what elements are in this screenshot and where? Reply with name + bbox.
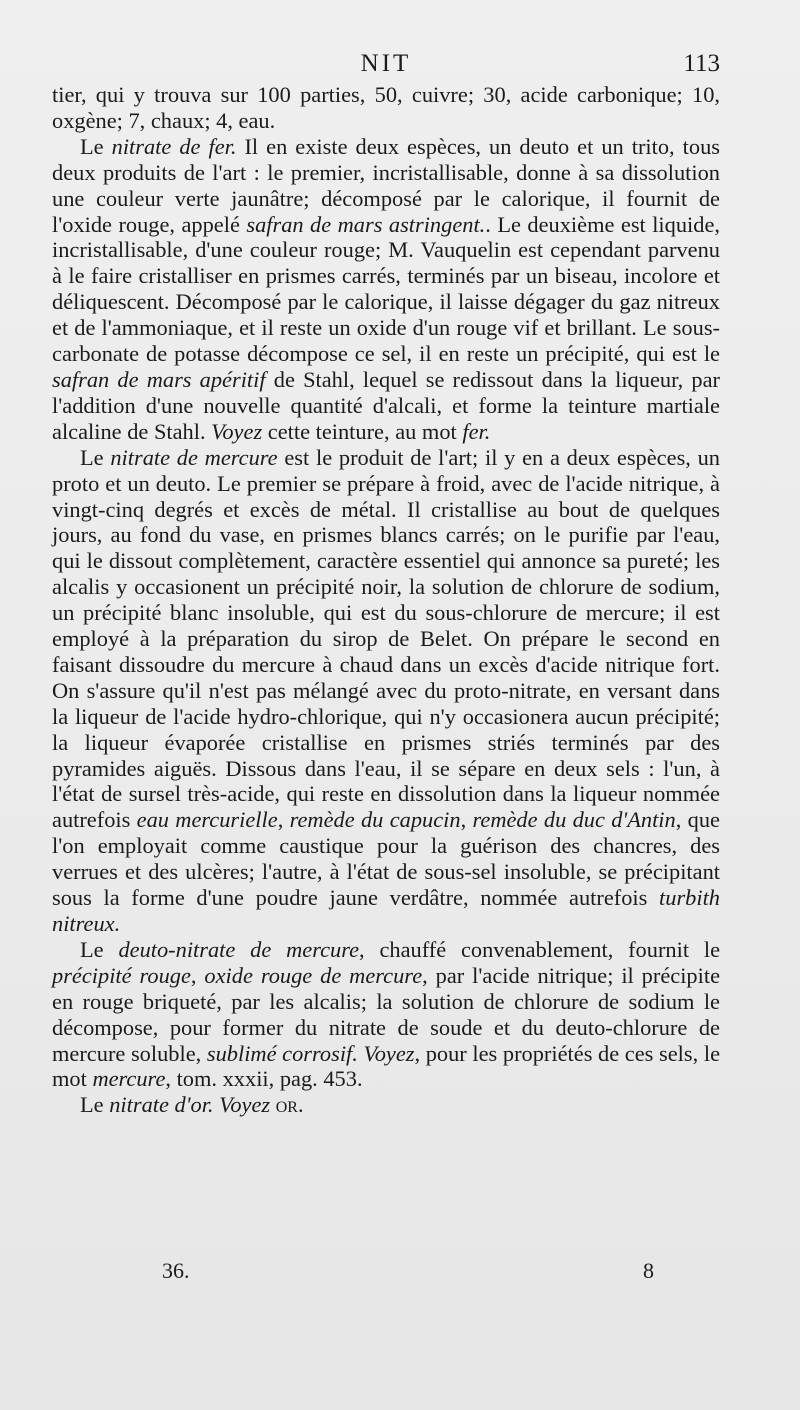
text-run: est le produit de l'art; il y en a deux espèces, un proto et un deuto. Le premier se prépare à froid, avec de l'acide nitrique, à vingt-cinq degrés et excès de métal. Il cristallise au bout de quelques jours, au fond du vase, en prismes blancs carrés; on le purifie par l'eau, qui le dissout complètement, caractère essentiel qui annonce sa pureté; les alcalis y occasionent un précipité noir, la solution de chlorure de sodium, un précipité blanc insoluble, qui est du sous-chlorure de mercure; il est employé à la préparation du sirop de Belet. On prépare le second en faisant dissoudre du mercure à chaud dans un excès d'acide nitrique fort. On s'assure qu'il n'est pas mélangé avec du proto-nitrate, en versant dans la liqueur de l'acide hydro-chlorique, qui n'y occasionera aucun précipité; la liqueur évaporée cristallise en prismes striés terminés par des pyramides aiguës. Dissous dans l'eau, il se sépare en deux sels : l'un, à l'état de sursel très-acide, qui reste en dissolution dans la liqueur nommée autrefois bbox=[52, 444, 721, 833]
text-run: Le bbox=[80, 1092, 110, 1118]
text-run: nitrate de mercure bbox=[110, 444, 278, 470]
text-run: , bbox=[277, 807, 290, 833]
text-run: nitrate d'or. bbox=[109, 1092, 214, 1118]
text-run: Le bbox=[80, 133, 112, 159]
paragraph-nitrate-de-fer bbox=[52, 134, 720, 445]
text-run: safran de mars apéritif bbox=[52, 366, 266, 392]
text-run: fer. bbox=[462, 418, 491, 444]
text-run: eau mercurielle bbox=[136, 807, 278, 833]
text-run: , bbox=[460, 807, 473, 833]
page-header bbox=[52, 50, 720, 80]
body-text bbox=[52, 82, 720, 1118]
text-run: Il en existe deux espèces, un deuto et un trito, tous deux produits de l'art : le premier, incristallisable, donne à sa dissolution une couleur verte jaunâtre; décomposé par le calorique, il fournit de l'oxide rouge, appelé bbox=[52, 133, 720, 237]
text-run: sublimé corrosif. bbox=[206, 1040, 358, 1066]
sheet-mark: 8 bbox=[643, 1258, 654, 1283]
text-run: , pour les propriétés de ces sels, le mot bbox=[52, 1040, 721, 1092]
text-run: Voyez bbox=[219, 1092, 271, 1118]
text-run: , tom. xxxii, pag. 453. bbox=[165, 1066, 363, 1092]
text-run: cette teinture, au mot bbox=[262, 418, 463, 444]
text-run: turbith nitreux. bbox=[52, 885, 720, 936]
text-run: remède du duc d'Antin bbox=[472, 807, 676, 833]
text-run: oxide rouge de mercure bbox=[204, 962, 423, 988]
text-run: deuto-nitrate de mercure bbox=[118, 936, 360, 962]
text-run: , bbox=[190, 962, 205, 988]
text-run: Voyez bbox=[211, 418, 263, 444]
text-run: Voyez bbox=[363, 1040, 415, 1066]
running-head: NIT bbox=[360, 50, 412, 77]
text-run: précipité rouge bbox=[52, 962, 191, 988]
paragraph-deuto-nitrate-de-mercure bbox=[52, 937, 720, 1092]
paragraph-nitrate-de-mercure bbox=[52, 445, 720, 937]
paragraph-nitrate-d-or bbox=[52, 1092, 720, 1118]
text-run: remède du capucin bbox=[289, 807, 461, 833]
text-run: tier, qui y trouva sur 100 parties, 50, cuivre; 30, acide carbonique; 10, oxgène; 7, chaux; 4, eau. bbox=[52, 82, 720, 133]
text-run: mercure bbox=[92, 1066, 166, 1092]
text-run: de Stahl, lequel se redissout dans la liqueur, par l'addition d'une nouvelle quantité d'alcali, et forme la teinture martiale alcaline de Stahl. bbox=[52, 366, 720, 444]
text-run: , que l'on employait comme caustique pour la guérison des chancres, des verrues et des ulcères; l'autre, à l'état de sous-sel insoluble, se précipitant sous la forme d'une poudre jaune verdâtre, nommée autrefois bbox=[52, 807, 720, 911]
paragraph-continuation bbox=[52, 82, 720, 134]
text-run: Le bbox=[80, 936, 119, 962]
signature-mark: 36. bbox=[162, 1258, 190, 1283]
text-run: , par l'acide nitrique; il précipite en rouge briqueté, par les alcalis; la solution de chlorure de sodium le décompose, pour former du nitrate de soude et du deuto-chlorure de mercure soluble, bbox=[52, 962, 721, 1066]
page-number: 113 bbox=[683, 50, 720, 77]
text-run: or. bbox=[275, 1092, 304, 1118]
text-run: Le bbox=[80, 444, 111, 470]
text-run: safran de mars astringent. bbox=[246, 211, 486, 237]
page-footer bbox=[52, 1258, 720, 1288]
text-run: , chauffé convenablement, fournit le bbox=[359, 936, 721, 962]
text-run: . Le deuxième est liquide, incristallisable, d'une couleur rouge; M. Vauquelin est cependant parvenu à le faire cristalliser en prismes carrés, terminés par un biseau, incolore et déliquescent. Décomposé par le calorique, il laisse dégager du gaz nitreux et de l'ammoniaque, et il reste un oxide d'un rouge vif et brillant. Le sous-carbonate de potasse décompose ce sel, il en reste un précipité, qui est le bbox=[52, 211, 720, 367]
text-run: nitrate de fer. bbox=[111, 133, 237, 159]
